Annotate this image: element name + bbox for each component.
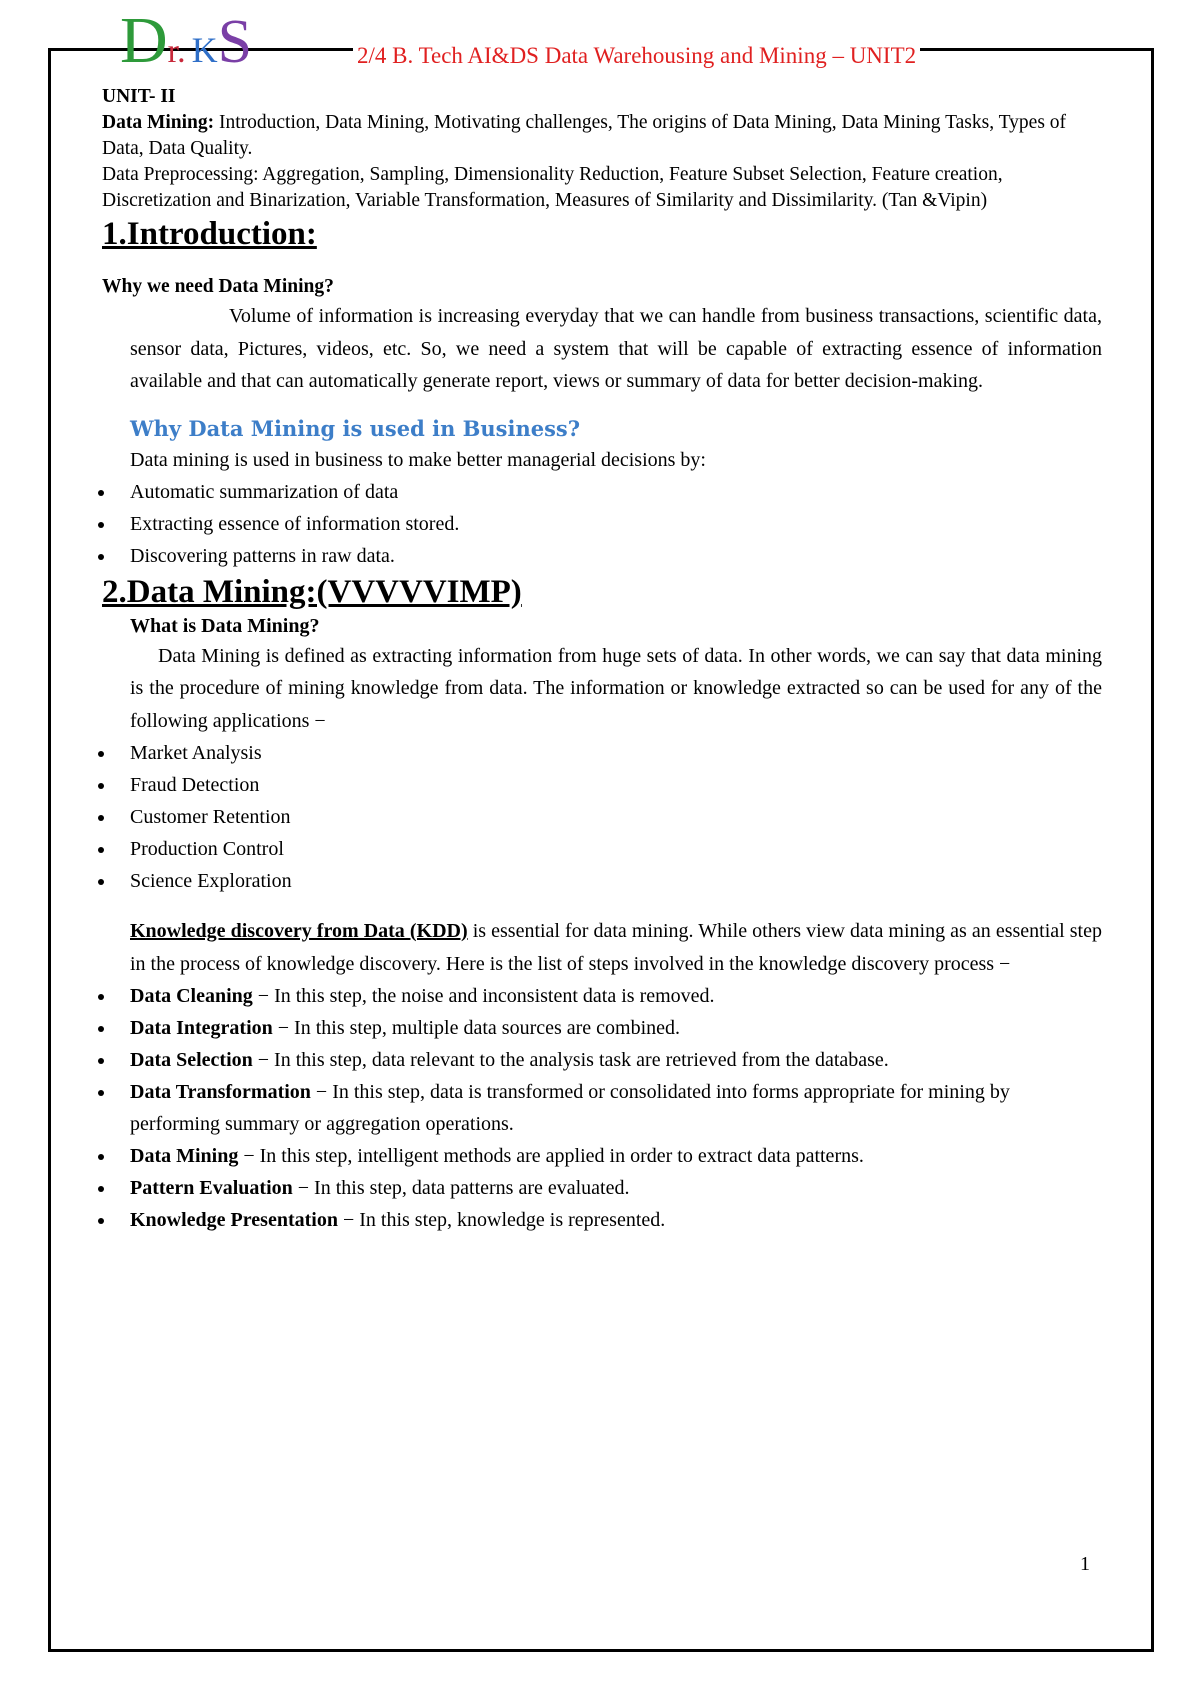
kdd-steps-list: [102, 980, 1102, 1236]
list-item: Extracting essence of information stored.: [102, 508, 1102, 540]
author-logo: [120, 4, 253, 78]
business-intro: Data mining is used in business to make better managerial decisions by:: [130, 448, 706, 471]
page-number: 1: [1080, 1553, 1090, 1575]
kdd-step: [102, 1204, 1102, 1236]
kdd-term: Knowledge discovery from Data (KDD): [130, 920, 468, 942]
kdd-step-term: Data Selection: [130, 1049, 253, 1071]
kdd-step: [102, 1044, 1102, 1076]
kdd-step-desc: − In this step, multiple data sources are combined.: [272, 1017, 681, 1039]
section-heading-data-mining: 2.Data Mining:(VVVVVIMP): [102, 573, 522, 610]
logo-letter-s: S: [217, 8, 253, 76]
logo-letter-d: D: [120, 4, 168, 77]
page-content: [102, 84, 1102, 1236]
intro-paragraph: Volume of information is increasing everyday that we can handle from business transactions, scientific data, sensor data, Pictures, videos, etc. So, we need a system that will be capable of extracting essence of information available and that can automatically generate report, views or summary of data for better decision-making.: [130, 305, 1102, 392]
list-item: Production Control: [102, 833, 1102, 865]
kdd-step-desc: − In this step, data patterns are evaluated.: [292, 1177, 630, 1199]
syllabus-dm-text: Introduction, Data Mining, Motivating challenges, The origins of Data Mining, Data Mining Tasks, Types of Data, Data Quality.: [102, 112, 1067, 159]
kdd-step-term: Pattern Evaluation: [130, 1177, 293, 1199]
applications-list: [102, 737, 1102, 897]
business-list: [102, 476, 1102, 572]
header-title: 2/4 B. Tech AI&DS Data Warehousing and Mining – UNIT2: [353, 43, 920, 69]
kdd-step: [102, 1172, 1102, 1204]
what-is-question: What is Data Mining?: [130, 614, 320, 637]
list-item: Science Exploration: [102, 865, 1102, 897]
list-item: Customer Retention: [102, 801, 1102, 833]
kdd-step-desc: − In this step, data relevant to the analysis task are retrieved from the database.: [252, 1049, 889, 1071]
list-item: Fraud Detection: [102, 769, 1102, 801]
unit-label: UNIT- II: [102, 86, 176, 107]
list-item: Discovering patterns in raw data.: [102, 540, 1102, 572]
syllabus-preprocessing: Data Preprocessing: Aggregation, Sampling, Dimensionality Reduction, Feature Subset Selection, Feature creation, Discretization and Binarization, Variable Transformation, Measures of Similarity and Dissimilarity. (Tan &Vipin): [102, 164, 1003, 211]
kdd-step-term: Data Transformation: [130, 1081, 311, 1103]
syllabus-data-mining: [102, 110, 1102, 162]
definition-paragraph: Data Mining is defined as extracting information from huge sets of data. In other words, we can say that data mining is the procedure of mining knowledge from data. The information or knowledge extracted so can be used for any of the following applications −: [130, 644, 1102, 732]
kdd-step-term: Data Mining: [130, 1145, 239, 1167]
kdd-paragraph: [130, 915, 1102, 980]
list-item: Market Analysis: [102, 737, 1102, 769]
kdd-step-desc: − In this step, the noise and inconsistent data is removed.: [252, 985, 715, 1007]
kdd-step: [102, 1140, 1102, 1172]
kdd-step: [102, 1076, 1102, 1140]
kdd-step-desc: − In this step, data is transformed or consolidated into forms appropriate for mining by performing summary or aggregation operations.: [130, 1081, 1010, 1135]
syllabus-dm-label: Data Mining:: [102, 112, 215, 133]
kdd-step-term: Knowledge Presentation: [130, 1209, 338, 1231]
business-heading: Why Data Mining is used in Business?: [130, 415, 581, 441]
kdd-step-term: Data Cleaning: [130, 985, 253, 1007]
section-heading-introduction: 1.Introduction:: [102, 216, 317, 252]
kdd-step-term: Data Integration: [130, 1017, 273, 1039]
kdd-step-desc: − In this step, knowledge is represented.: [337, 1209, 666, 1231]
kdd-step-desc: − In this step, intelligent methods are applied in order to extract data patterns.: [238, 1145, 864, 1167]
syllabus-block: [102, 84, 1102, 214]
logo-letter-r: r.: [167, 33, 186, 70]
kdd-step: [102, 980, 1102, 1012]
logo-letter-k: K: [191, 30, 218, 70]
kdd-text: is essential for data mining. While others view data mining as an essential step in the process of knowledge discovery. Here is the list of steps involved in the knowledge discovery process −: [130, 920, 1102, 975]
why-need-question: Why we need Data Mining?: [102, 276, 334, 297]
kdd-step: [102, 1012, 1102, 1044]
list-item: Automatic summarization of data: [102, 476, 1102, 508]
